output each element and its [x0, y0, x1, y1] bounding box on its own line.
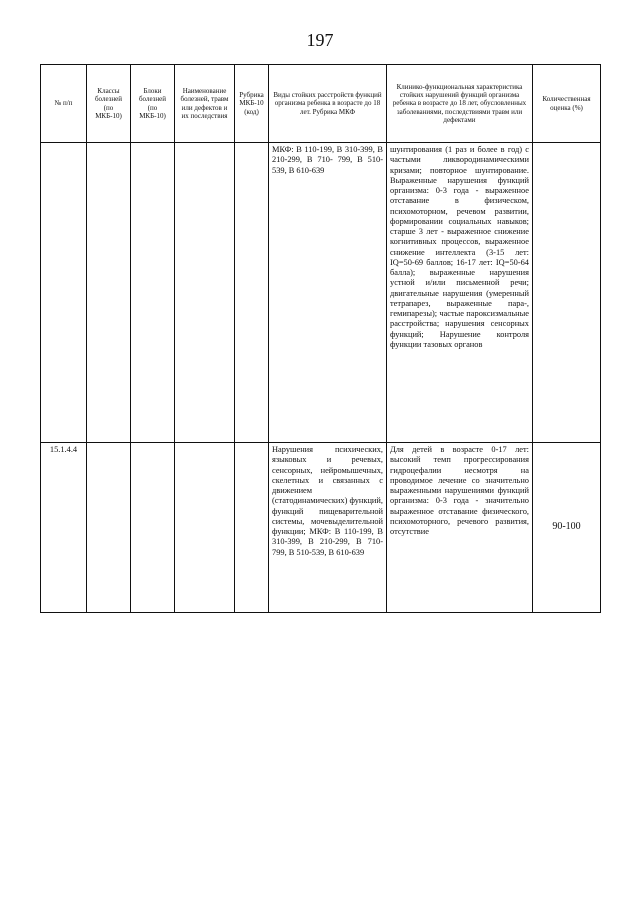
page-number: 197 [306, 30, 334, 50]
clinical-characteristic-cell: Для детей в возрасте 0-17 лет: высокий темп прогрессирования гидроцефалии несмотря на проводимое лечение со значительно выраженными нарушениями функций организма: 0-3 года - значительно выраженное отставание физического, психомоторного, речевого развития, отсутствие [387, 443, 533, 613]
row-number: 15.1.4.4 [41, 443, 87, 613]
header-icd10-code: Рубрика МКБ-10 (код) [235, 65, 269, 143]
clinical-characteristic-cell: шунтирования (1 раз и более в год) с частыми ликвородинамическими кризами; повторное шунтирование. Выраженные нарушения функций организма: 0-3 года - выраженное отставание в физическом, психомоторном, речевом развитии, формировании социальных навыков; старше 3 лет - выраженное снижение когнитивных процессов, выраженное снижение интеллекта (3-15 лет: IQ=50-69 баллов; 16-17 лет: IQ=50-64 балла); выраженные нарушения устной и/или письменной речи; двигательные нарушения (умеренный тетрапарез, выраженные пара-, гемипарезы); частые пароксизмальные расстройства; нарушения сенсорных функций; Нарушение контроля функции тазовых органов [387, 143, 533, 443]
disease-block-cell [131, 443, 175, 613]
icd10-code-cell [235, 143, 269, 443]
header-disease-classes: Классы болезней (по МКБ-10) [87, 65, 131, 143]
header-clinical-characteristic: Клинико-функциональная характеристика стойких нарушений функций организма ребенка в возрасте до 18 лет, обусловленных заболеваниями, последствиями травм или дефектами [387, 65, 533, 143]
disorder-types-cell: Нарушения психических, языковых и речевых, сенсорных, нейромышечных, скелетных и связанных с движением (статодинамических) функций, функций пищеварительной системы, мочевыделительной функции; МКФ: В 110-199, В 310-399, В 210-299, В 710- 799, В 510-539, В 610-639 [269, 443, 387, 613]
disability-criteria-table [40, 64, 601, 613]
header-disorder-types: Виды стойких расстройств функций организма ребенка в возрасте до 18 лет. Рубрика МКФ [269, 65, 387, 143]
disease-name-cell [175, 143, 235, 443]
row-number [41, 143, 87, 443]
header-number: № п/п [41, 65, 87, 143]
disease-class-cell [87, 443, 131, 613]
disorder-types-cell: МКФ: В 110-199, В 310-399, В 210-299, В 710- 799, В 510-539, В 610-639 [269, 143, 387, 443]
disease-class-cell [87, 143, 131, 443]
disease-block-cell [131, 143, 175, 443]
header-disease-names: Наименование болезней, травм или дефектов и их последствия [175, 65, 235, 143]
icd10-code-cell [235, 443, 269, 613]
quantitative-score-cell [533, 143, 601, 443]
table-row [41, 443, 601, 613]
header-disease-blocks: Блоки болезней (по МКБ-10) [131, 65, 175, 143]
quantitative-score-cell: 90-100 [533, 443, 601, 613]
table-row [41, 143, 601, 443]
header-quantitative-score: Количественная оценка (%) [533, 65, 601, 143]
disease-name-cell [175, 443, 235, 613]
